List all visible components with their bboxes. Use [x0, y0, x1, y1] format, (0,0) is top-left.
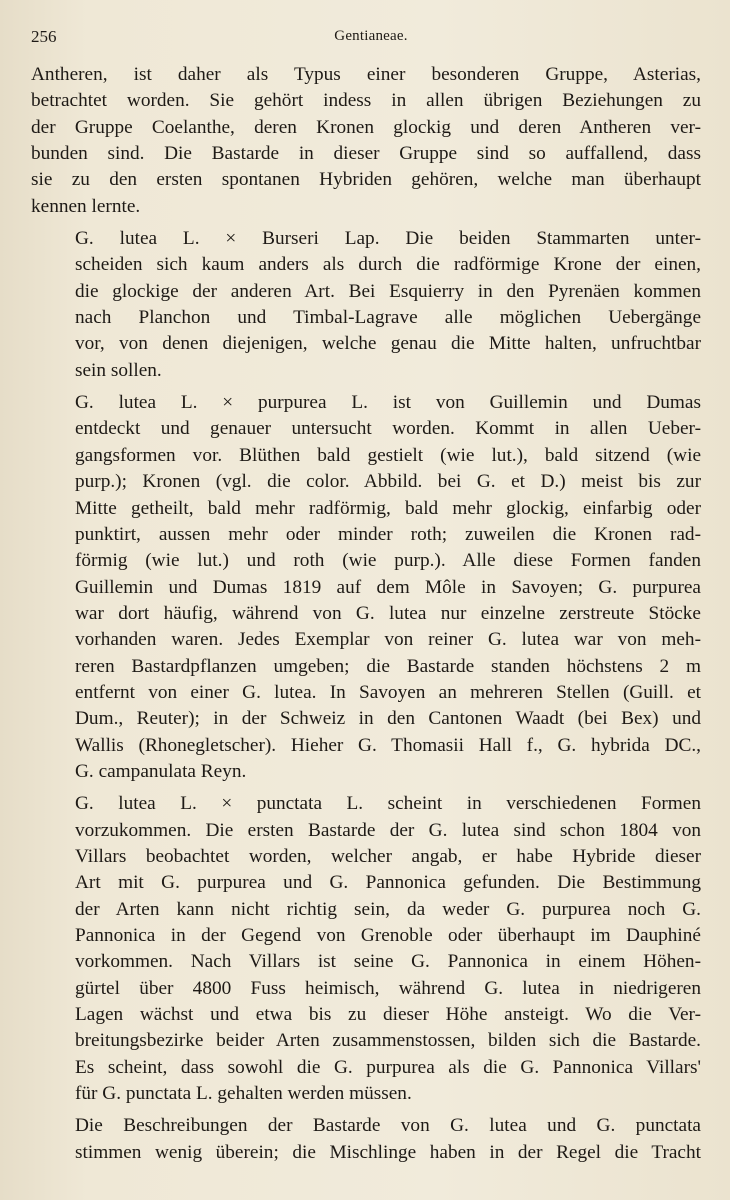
text-line: breitungsbezirke beider Arten zusammenstossen, bilden sich die Bastarde.	[75, 1030, 701, 1052]
text-line: reren Bastardpflanzen umgeben; die Bastarde standen höchstens 2 m	[75, 655, 701, 677]
text-line: Art mit G. purpurea und G. Pannonica gefunden. Die Bestimmung	[75, 872, 701, 894]
body-text	[31, 62, 701, 1172]
text-line: Pannonica in der Gegend von Grenoble oder überhaupt im Dauphiné	[75, 925, 701, 946]
text-line: sein sollen.	[75, 359, 162, 381]
text-line: Wallis (Rhonegletscher). Hieher G. Thomasii Hall f., G. hybrida DC.,	[75, 734, 701, 756]
text-line: die glockige der anderen Art. Bei Esquierry in den Pyrenäen kommen	[75, 280, 701, 302]
text-line: bunden sind. Die Bastarde in dieser Gruppe sind so auffallend, dass	[31, 143, 701, 165]
text-line: G. lutea L. × purpurea L. ist von Guillemin und Dumas	[75, 392, 701, 414]
text-line: gangsformen vor. Blüthen bald gestielt (wie lut.), bald sitzend (wie	[75, 444, 701, 466]
text-line: vorhanden waren. Jedes Exemplar von reiner G. lutea war von meh-	[75, 629, 701, 651]
text-line: war dort häufig, während von G. lutea nur einzelne zerstreute Stöcke	[75, 602, 701, 624]
text-line: Die Beschreibungen der Bastarde von G. lutea und G. punctata	[75, 1115, 701, 1137]
paragraph-2	[31, 226, 701, 384]
text-line: vor, von denen diejenigen, welche genau die Mitte halten, unfruchtbar	[75, 333, 701, 355]
text-line: kennen lernte.	[31, 195, 141, 217]
text-line: nach Planchon und Timbal-Lagrave alle möglichen Uebergänge	[75, 307, 701, 329]
text-line: scheiden sich kaum anders als durch die radförmige Krone der einen,	[75, 254, 701, 276]
text-line: G. lutea L. × Burseri Lap. Die beiden Stammarten unter-	[75, 228, 701, 250]
text-line: Mitte getheilt, bald mehr radförmig, bald mehr glockig, einfarbig oder	[75, 497, 701, 519]
paragraph-4	[31, 791, 701, 1107]
text-line: der Arten kann nicht richtig sein, da weder G. purpurea noch G.	[75, 898, 701, 920]
text-line: betrachtet worden. Sie gehört indess in allen übrigen Beziehungen zu	[31, 90, 701, 112]
text-line: vorzukommen. Die ersten Bastarde der G. lutea sind schon 1804 von	[75, 819, 701, 841]
text-line: G. lutea L. × punctata L. scheint in verschiedenen Formen	[75, 793, 701, 815]
text-line: Villars beobachtet worden, welcher angab, er habe Hybride dieser	[75, 845, 701, 867]
text-line: Antheren, ist daher als Typus einer besonderen Gruppe, Asterias,	[31, 64, 701, 85]
text-line: purp.); Kronen (vgl. die color. Abbild. bei G. et D.) meist bis zur	[75, 471, 701, 493]
text-line: Dum., Reuter); in der Schweiz in den Cantonen Waadt (bei Bex) und	[75, 708, 701, 730]
text-line: G. campanulata Reyn.	[75, 760, 247, 782]
text-line: vorkommen. Nach Villars ist seine G. Pannonica in einem Höhen-	[75, 951, 701, 973]
text-line: Lagen wächst und etwa bis zu dieser Höhe ansteigt. Wo die Ver-	[75, 1004, 701, 1026]
text-line: gürtel über 4800 Fuss heimisch, während G. lutea in niedrigeren	[75, 977, 701, 999]
paragraph-3	[31, 390, 701, 785]
text-line: Guillemin und Dumas 1819 auf dem Môle in Savoyen; G. purpurea	[75, 576, 701, 598]
text-line: entfernt von einer G. lutea. In Savoyen an mehreren Stellen (Guill. et	[75, 681, 701, 703]
text-line: förmig (wie lut.) und roth (wie purp.). Alle diese Formen fanden	[75, 550, 701, 572]
text-line: sie zu den ersten spontanen Hybriden gehören, welche man überhaupt	[31, 169, 701, 191]
text-line: Es scheint, dass sowohl die G. purpurea als die G. Pannonica Villars'	[75, 1056, 701, 1078]
text-line: für G. punctata L. gehalten werden müssen.	[75, 1083, 412, 1105]
text-line: stimmen wenig überein; die Mischlinge haben in der Regel die Tracht	[75, 1141, 701, 1163]
text-line: punktirt, aussen mehr oder minder roth; zuweilen die Kronen rad-	[75, 523, 701, 545]
paragraph-1	[31, 62, 701, 220]
page-number: 256	[31, 27, 57, 46]
text-line: der Gruppe Coelanthe, deren Kronen glockig und deren Antheren ver-	[31, 116, 701, 138]
paragraph-5	[31, 1113, 701, 1166]
text-line: entdeckt und genauer untersucht worden. Kommt in allen Ueber-	[75, 418, 701, 440]
running-title: Gentianeae.	[334, 28, 408, 44]
